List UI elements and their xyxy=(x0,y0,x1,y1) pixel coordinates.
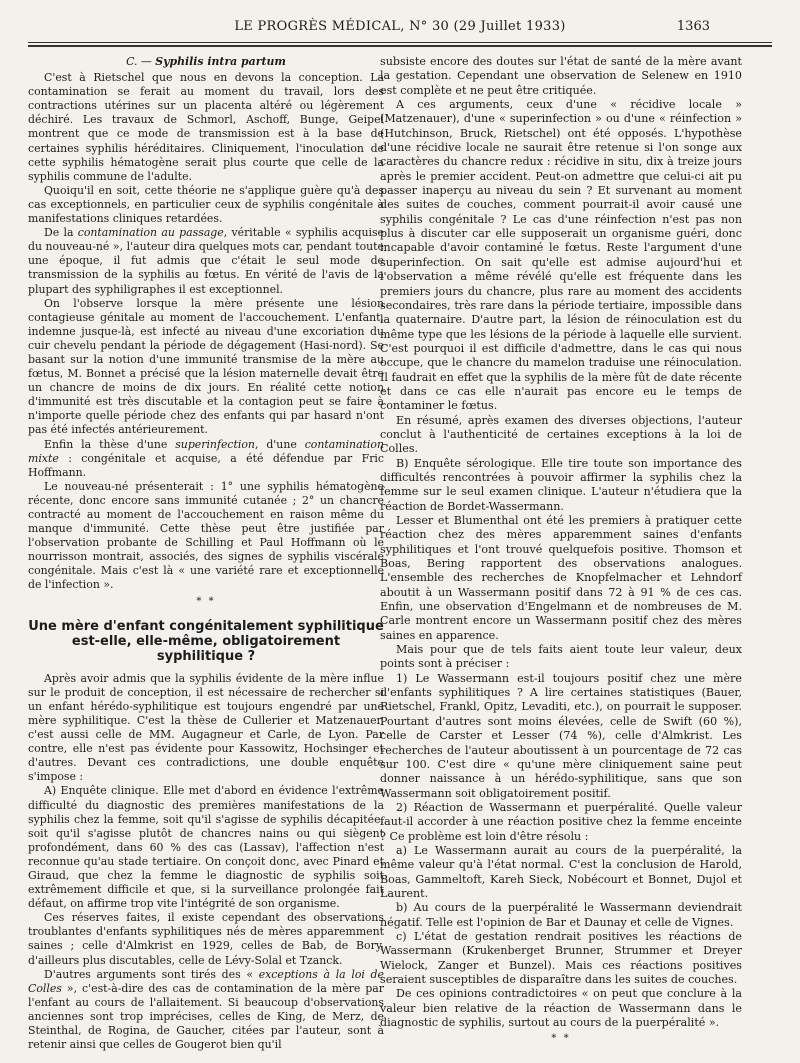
italic-term: superinfection xyxy=(175,437,255,451)
journal-title: LE PROGRÈS MÉDICAL, N° 30 (29 Juillet 1933) xyxy=(234,19,566,34)
paragraph: De ces opinions contradictoires « on peut que conclure à la valeur bien relative de la réaction de Wassermann dans le diagnostic de syphilis, surtout au cours de la puerpéralité ». xyxy=(380,987,742,1030)
paragraph: Après avoir admis que la syphilis évidente de la mère influe sur le produit de conception, il est nécessaire de rechercher si un enfant hérédo-syphilitique est toujours engendré par une mère syphilitique. C'est la thèse de Cullerier et Matzenauer, c'est aussi celle de MM. Augagneur et Carle, de Lyon. Par contre, elle n'est pas évidente pour Kassowitz, Hochsinger et d'autres. Devant ces contradictions, une double enquête s'impose : xyxy=(28,671,384,784)
section-c-label: C. — xyxy=(126,55,152,68)
paragraph: B) Enquête sérologique. Elle tire toute son importance des difficultés rencontrées à pouvoir affirmer la syphilis chez la femme sur le seul examen clinique. L'auteur n'étudiera que la réaction de Bordet-Wassermann. xyxy=(380,456,742,513)
italic-term: contamination au passage xyxy=(77,226,224,240)
paragraph: C'est à Rietschel que nous en devons la conception. La contamination se ferait au moment du travail, lors des contractions utérines sur un placenta altéré ou légèrement déchiré. Les travaux de Schmorl, Aschoff, Bunge, Geipel montrent que ce mode de transmission est à la base de certaines syphilis héréditaires. Cliniquement, l'inoculation de cette syphilis hématogène serait plus courte que celle de la syphilis commune de l'adulte. xyxy=(28,71,384,183)
paragraph: En résumé, après examen des diverses objections, l'auteur conclut à l'authenticité de certaines exceptions à la loi de Colles. xyxy=(380,413,742,456)
paragraph: subsiste encore des doutes sur l'état de santé de la mère avant la gestation. Cependant une observation de Selenew en 1910 est complète et ne peut être critiquée. xyxy=(380,55,742,97)
running-header xyxy=(90,19,710,37)
right-column xyxy=(380,55,742,1049)
page-number: 1363 xyxy=(676,19,710,34)
paragraph: Le nouveau-né présenterait : 1° une syphilis hématogène récente, donc encore sans immunité cutanée ; 2° un chancre contracté au moment de l'accouchement en raison même du manque d'immunité. Cette thèse peut être justifiée par l'observation probante de Schilling et Paul Hoffmann où le nourrisson montrait, associés, des signes de syphilis viscérale congénitale. Mais c'est là « une variété rare et exceptionnelle de l'infection ». xyxy=(28,479,384,592)
text: », c'est-à-dire des cas de contamination de la mère par l'enfant au cours de l'allaitement. Si beaucoup d'observations anciennes sont trop imprécises, celles de King, de Merz, de Steinthal, de Rogina, de Gaucher, citées par l'auteur, sont à retenir ainsi que celles de Gougerot bien qu'il xyxy=(28,981,384,1052)
section-separator: * * xyxy=(196,595,216,607)
paragraph: c) L'état de gestation rendrait positives les réactions de Wassermann (Krukenberget Brunner, Strummer et Dreyer Wielock, Zanger et Bunzel). Mais ces réactions positives seraient susceptibles de disparaître dans les suites de couches. xyxy=(380,929,742,986)
text: D'autres arguments sont tirés des « xyxy=(44,967,259,981)
paragraph: Mais pour que de tels faits aient toute leur valeur, deux points sont à préciser : xyxy=(380,643,742,671)
text: De la xyxy=(44,226,78,240)
paragraph: b) Au cours de la puerpéralité le Wassermann deviendrait négatif. Telle est l'opinion de Bar et Daunay et celle de Vignes. xyxy=(380,901,742,929)
paragraph: Lesser et Blumenthal ont été les premiers à pratiquer cette réaction chez des mères apparemment saines d'enfants syphilitiques et l'ont trouvé quelquefois positive. Thomson et Boas, Bering rapportent des observations analogues. L'ensemble des recherches de Knopfelmacher et Lehndorf aboutit à un Wassermann positif dans 72 à 91 % de ces cas. Enfin, une observation d'Engelmann et de nombreuses de M. Carle montrent encore un Wassermann positif chez des mères saines en apparence. xyxy=(380,514,742,642)
paragraph: On l'observe lorsque la mère présente une lésion contagieuse génitale au moment de l'accouchement. L'enfant, indemne jusque-là, est infecté au niveau d'une excoriation du cuir chevelu pendant la période de dégagement (Hasi-nord). Se basant sur la notion d'une immunité transmise de la mère au fœtus, M. Bonnet a précisé que la lésion maternelle devait être un chancre de moins de dix jours. En réalité cette notion d'immunité est très discutable et la contagion peut se faire à n'importe quelle période chez des enfants qui par hasard n'ont pas été infectés antérieurement. xyxy=(28,296,384,437)
italic-term: contamination mixte xyxy=(28,437,384,465)
section-separator: * * xyxy=(551,1033,571,1045)
text: , d'une xyxy=(254,437,305,451)
paragraph: A) Enquête clinique. Elle met d'abord en évidence l'extrême difficulté du diagnostic des premières manifestations de la syphilis chez la femme, soit qu'il s'agisse de syphilis décapitée, soit qu'il s'agisse plutôt de chancres nains ou qui siègent profondément, dans 60 % des cas (Lassav), l'affection n'est reconnue qu'au stade tertiaire. On conçoit donc, avec Pinard et Giraud, que chez la femme le diagnostic de syphilis soit extrêmement difficile et que, si la surveillance prolongée fait défaut, on affirme trop vite l'intégrité de son organisme. xyxy=(28,784,384,911)
header-rule-bottom xyxy=(28,45,772,47)
paragraph xyxy=(28,968,384,1053)
paragraph: A ces arguments, ceux d'une « récidive locale » (Matzenauer), d'une « superinfection » ou d'une « réinfection » (Hutchinson, Bruck, Rietschel) ont été opposés. L'hypothèse d'une récidive locale ne saurait être retenue si l'on songe aux caractères du chancre redux : récidive in situ, dix à treize jours après le premier accident. Peut-on admettre que celui-ci ait pu passer inaperçu au niveau du sein ? Et survenant au moment des suites de couches, comment pourrait-il avoir causé une syphilis congénitale ? Le cas d'une réinfection n'est pas non plus à discuter car elle supposerait un organisme guéri, donc incapable d'avoir contaminé le fœtus. Reste l'argument d'une superinfection. On sait qu'elle est admise aujourd'hui et l'observation a même révélé qu'elle est fréquente dans les premiers jours du chancre, plus rare au moment des accidents secondaires, très rare dans la période tertiaire, impossible dans la quaternaire. D'autre part, la lésion de réinoculation est du même type que les lésions de la période à laquelle elle survient. C'est pourquoi il est difficile d'admettre, dans le cas qui nous occupe, que le chancre du mamelon traduise une réinoculation. Il faudrait en effet que la syphilis de la mère fût de date récente et dans ce cas elle n'aurait pas encore eu le temps de contaminer le fœtus. xyxy=(380,98,742,413)
article-heading: Une mère d'enfant congénitalement syphilitique est-elle, elle-même, obligatoirement syphilitique ? xyxy=(28,618,384,664)
paragraph: a) Le Wassermann aurait au cours de la puerpéralité, la même valeur qu'à l'état normal. C'est la conclusion de Harold, Boas, Gammeltoft, Kareh Sieck, Nobécourt et Bonnet, Dujol et Laurent. xyxy=(380,843,742,900)
left-column xyxy=(28,55,384,1052)
paragraph: 2) Réaction de Wassermann et puerpéralité. Quelle valeur faut-il accorder à une réaction positive chez la femme enceinte ? Ce problème est loin d'être résolu : xyxy=(380,800,742,843)
paragraph: Ces réserves faites, il existe cependant des observations troublantes d'enfants syphilitiques nés de mères apparemment saines ; celle d'Almkrist en 1929, celles de Bab, de Bory, d'ailleurs plus discutables, celle de Lévy-Solal et Tzanck. xyxy=(28,911,384,967)
paragraph xyxy=(28,226,384,296)
header-rule-top xyxy=(28,42,772,43)
section-c-heading: Syphilis intra partum xyxy=(155,55,286,68)
text: : congénitale et acquise, a été défendue par Fric Hoffmann. xyxy=(28,451,384,479)
section-c-title xyxy=(28,55,384,69)
paragraph: 1) Le Wassermann est-il toujours positif chez une mère d'enfants syphilitiques ? A lire certaines statistiques (Bauer, Rietschel, Frankl, Opitz, Levaditi, etc.), on pourrait le supposer. Pourtant d'autres sont moins élevées, celle de Swift (60 %), celle de Carster et Lesser (74 %), celle d'Almkrist. Les recherches de l'auteur aboutissent à un pourcentage de 72 cas sur 100. C'est dire « qu'une mère cliniquement saine peut donner naissance à un hérédo-syphilitique, sans que son Wassermann soit obligatoirement positif. xyxy=(380,671,742,800)
paragraph xyxy=(28,438,384,480)
text: Enfin la thèse d'une xyxy=(44,437,176,451)
paragraph: Quoiqu'il en soit, cette théorie ne s'applique guère qu'à des cas exceptionnels, en particulier ceux de syphilis congénitale à manifestations cliniques retardées. xyxy=(28,183,384,226)
italic-term: exceptions à la loi de Colles xyxy=(28,967,384,995)
text: , véritable « syphilis acquise du nouveau-né », l'auteur dira quelques mots car, pendant toute une époque, il fut admis que c'était le seul mode de transmission de la syphilis au fœtus. En vérité de l'avis de la plupart des syphiligraphes il est exceptionnel. xyxy=(28,226,384,296)
